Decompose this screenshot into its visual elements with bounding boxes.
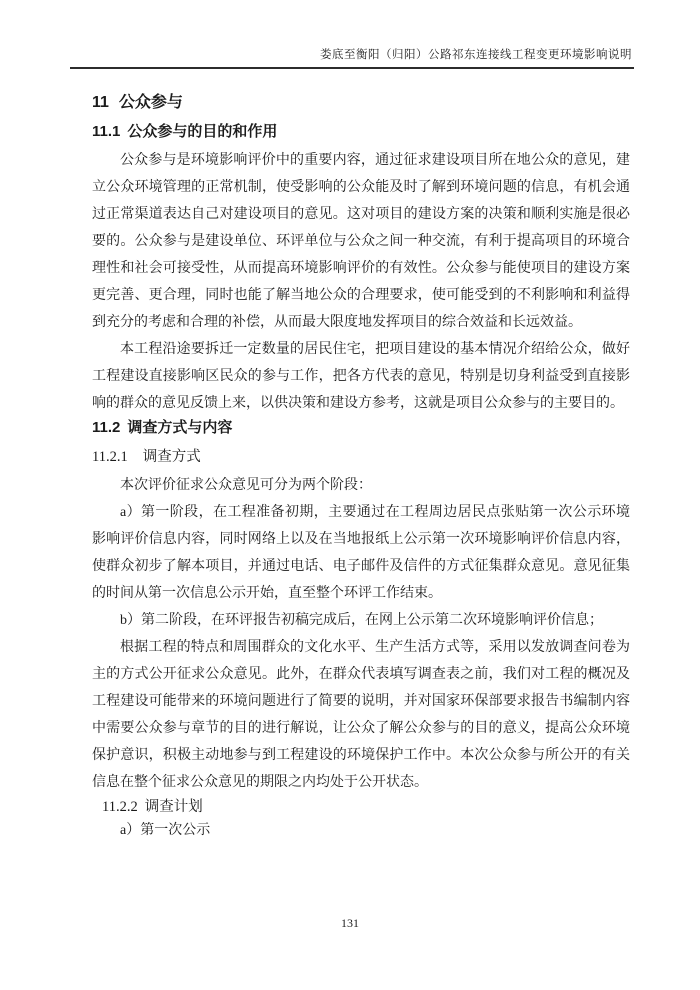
chapter-11-heading <box>92 93 630 113</box>
document-body <box>92 70 630 844</box>
section-11-2-2-title: 调查计划 <box>144 799 203 815</box>
paragraph-first-announcement: a）第一次公示 <box>120 823 211 838</box>
section-11-1-title: 公众参与的目的和作用 <box>127 123 278 140</box>
paragraph-purpose-2: 本工程沿途要拆迁一定数量的居民住宅，把项目建设的基本情况介绍给公众，做好工程建设直接影响区民众的参与工作，把各方代表的意见，特别是切身利益受到直接影响的群众的意见反馈上来，以供决策和建设方参考，这就是项目公众参与的主要目的。 <box>92 342 630 411</box>
paragraph-two-stages: 本次评价征求公众意见可分为两个阶段： <box>120 478 372 493</box>
chapter-11-title: 公众参与 <box>118 94 183 111</box>
page-footer <box>0 916 700 931</box>
section-11-2-2-number: 11.2.2 <box>102 799 138 815</box>
paragraph-stage-a: a）第一阶段，在工程准备初期，主要通过在工程周边居民点张贴第一次公示环境影响评价信息内容，同时网络上以及在当地报纸上公示第一次环境影响评价信息内容，使群众初步了解本项目，并通过电话、电子邮件及信件的方式征集群众意见。意见征集的时间从第一次信息公示开始，直至整个环评工作结束。 <box>92 505 630 601</box>
header-rule <box>70 67 634 69</box>
paragraph-survey-method: 根据工程的特点和周围群众的文化水平、生产生活方式等，采用以发放调查问卷为主的方式公开征求公众意见。此外，在群众代表填写调查表之前，我们对工程的概况及工程建设可能带来的环境问题进行了简要的说明，并对国家环保部要求报告书编制内容中需要公众参与章节的目的进行解说，让公众了解公众参与的目的意义，提高公众环境保护意识，积极主动地参与到工程建设的环境保护工作中。本次公众参与所公开的有关信息在整个征求公众意见的期限之内均处于公开状态。 <box>92 640 630 790</box>
page-number: 131 <box>341 916 359 930</box>
section-11-2-1-number: 11.2.1 <box>92 449 128 465</box>
paragraph-stage-b: b）第二阶段，在环评报告初稿完成后，在网上公示第二次环境影响评价信息； <box>120 613 603 628</box>
section-11-1-number: 11.1 <box>92 123 121 140</box>
section-11-2-title: 调查方式与内容 <box>127 419 233 436</box>
section-11-1-heading <box>92 122 630 142</box>
running-header-title: 娄底至衡阳（归阳）公路祁东连接线工程变更环境影响说明 <box>320 49 632 61</box>
chapter-11-number: 11 <box>92 94 109 111</box>
section-11-2-heading <box>92 417 630 439</box>
section-11-2-2-heading <box>102 797 630 817</box>
section-11-2-1-heading <box>92 447 630 467</box>
section-11-2-1-title: 调查方式 <box>142 449 201 465</box>
section-11-2-number: 11.2 <box>92 419 121 436</box>
paragraph-purpose-1: 公众参与是环境影响评价中的重要内容，通过征求建设项目所在地公众的意见，建立公众环境管理的正常机制，使受影响的公众能及时了解到环境问题的信息，有机会通过正常渠道表达自己对建设项目的意见。这对项目的建设方案的决策和顺利实施是很必要的。公众参与是建设单位、环评单位与公众之间一种交流，有利于提高项目的环境合理性和社会可接受性，从而提高环境影响评价的有效性。公众参与能使项目的建设方案更完善、更合理，同时也能了解当地公众的合理要求，使可能受到的不利影响和利益得到充分的考虑和合理的补偿，从而最大限度地发挥项目的综合效益和长远效益。 <box>92 153 630 330</box>
